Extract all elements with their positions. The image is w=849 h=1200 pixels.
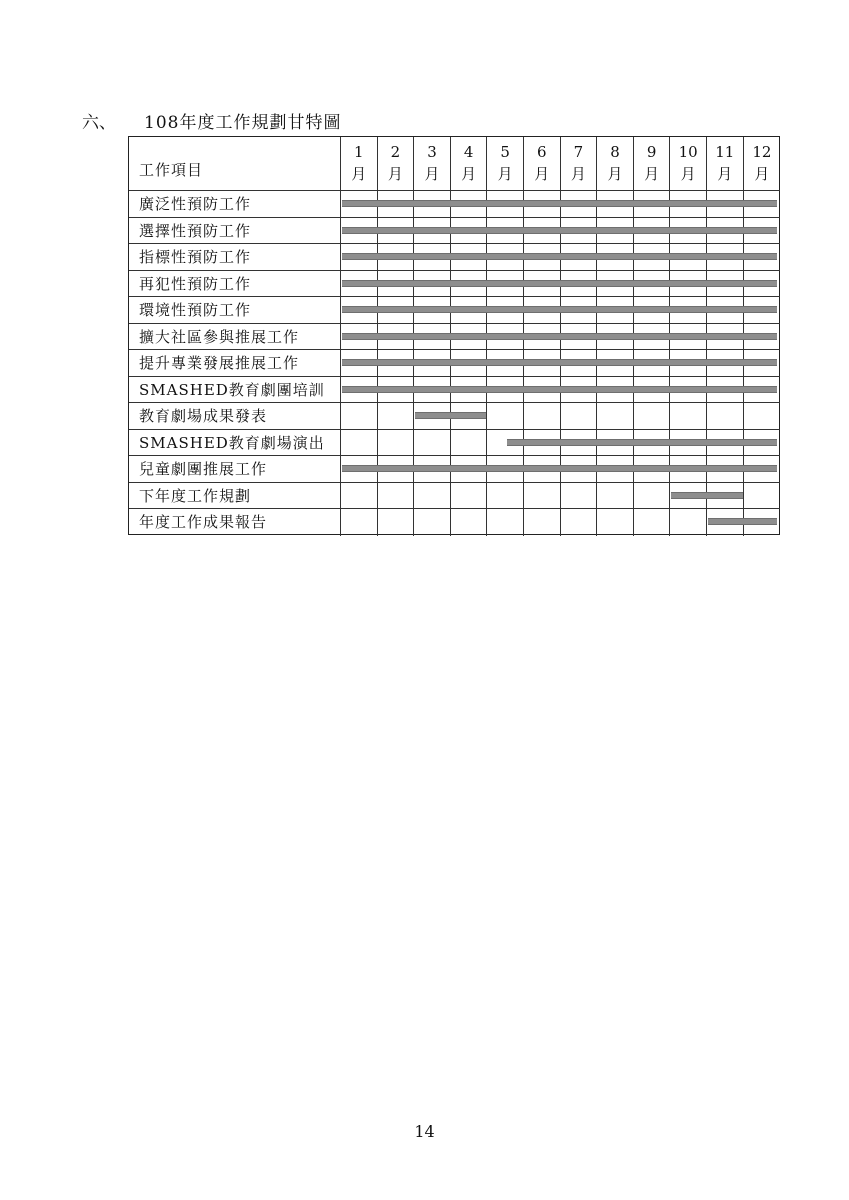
gantt-chart-table	[128, 136, 780, 535]
grid-cell	[451, 509, 488, 536]
task-label: 教育劇場成果發表	[129, 403, 341, 430]
grid-cell	[634, 483, 671, 510]
grid-cell	[561, 403, 598, 430]
gantt-bar	[342, 200, 777, 207]
month-header-9	[634, 137, 671, 191]
month-unit: 月	[644, 165, 660, 183]
gantt-bar	[342, 253, 777, 260]
section-heading	[82, 108, 341, 133]
grid-cell	[487, 403, 524, 430]
task-label: 下年度工作規劃	[129, 483, 341, 510]
task-label: 指標性預防工作	[129, 244, 341, 271]
gantt-bar	[342, 465, 777, 472]
grid-cell	[524, 403, 561, 430]
grid-cell	[378, 403, 415, 430]
month-unit: 月	[680, 165, 696, 183]
month-number: 5	[500, 143, 510, 161]
month-header-6	[524, 137, 561, 191]
gantt-bar	[342, 386, 777, 393]
month-header-4	[451, 137, 488, 191]
month-number: 6	[537, 143, 547, 161]
grid-cell	[341, 403, 378, 430]
gantt-bar	[342, 227, 777, 234]
month-unit: 月	[607, 165, 623, 183]
month-unit: 月	[534, 165, 550, 183]
month-header-3	[414, 137, 451, 191]
task-label: 年度工作成果報告	[129, 509, 341, 536]
month-header-7	[561, 137, 598, 191]
month-number: 3	[427, 143, 437, 161]
grid-cell	[487, 483, 524, 510]
grid-cell	[341, 430, 378, 457]
month-unit: 月	[351, 165, 367, 183]
gantt-bar	[342, 306, 777, 313]
grid-cell	[524, 509, 561, 536]
month-header-10	[670, 137, 707, 191]
grid-cell	[597, 509, 634, 536]
month-number: 2	[390, 143, 401, 161]
month-header-2	[378, 137, 415, 191]
month-number: 12	[752, 143, 772, 161]
grid-cell	[341, 509, 378, 536]
task-label: SMASHED教育劇團培訓	[129, 377, 341, 404]
gantt-bar	[415, 412, 486, 419]
month-number: 9	[646, 143, 657, 161]
month-unit: 月	[717, 165, 733, 183]
month-header-5	[487, 137, 524, 191]
grid-cell	[341, 483, 378, 510]
grid-cell	[744, 403, 781, 430]
month-header-11	[707, 137, 744, 191]
gantt-bar	[708, 518, 777, 525]
month-header-12	[744, 137, 781, 191]
grid-cell	[487, 509, 524, 536]
grid-cell	[561, 483, 598, 510]
month-header-1	[341, 137, 378, 191]
task-column-header-label: 工作項目	[139, 161, 204, 179]
task-label: 環境性預防工作	[129, 297, 341, 324]
grid-cell	[378, 509, 415, 536]
month-unit: 月	[387, 165, 403, 183]
month-number: 1	[354, 143, 364, 161]
gantt-bar	[342, 333, 777, 340]
grid-cell	[634, 403, 671, 430]
task-label: 選擇性預防工作	[129, 218, 341, 245]
grid-cell	[524, 483, 561, 510]
task-label: 廣泛性預防工作	[129, 191, 341, 218]
grid-cell	[670, 403, 707, 430]
month-unit: 月	[570, 165, 586, 183]
section-title: 108年度工作規劃甘特圖	[144, 113, 342, 133]
grid-cell	[597, 403, 634, 430]
task-label: 再犯性預防工作	[129, 271, 341, 298]
month-header-8	[597, 137, 634, 191]
grid-cell	[378, 483, 415, 510]
page-number: 14	[414, 1122, 435, 1141]
month-number: 7	[573, 143, 584, 161]
gantt-bar	[342, 280, 777, 287]
grid-cell	[451, 483, 488, 510]
month-number: 4	[463, 143, 474, 161]
month-unit: 月	[754, 165, 770, 183]
grid-cell	[414, 483, 451, 510]
task-column-header	[129, 137, 341, 191]
grid-cell	[561, 509, 598, 536]
task-label: 擴大社區參與推展工作	[129, 324, 341, 351]
grid-cell	[744, 483, 781, 510]
month-unit: 月	[461, 165, 477, 183]
grid-cell	[451, 430, 488, 457]
month-unit: 月	[424, 165, 440, 183]
month-number: 11	[715, 143, 735, 161]
grid-cell	[414, 430, 451, 457]
task-label: 兒童劇團推展工作	[129, 456, 341, 483]
month-unit: 月	[497, 165, 513, 183]
month-number: 8	[610, 143, 620, 161]
section-number: 六、	[82, 113, 116, 133]
grid-cell	[670, 509, 707, 536]
task-label: SMASHED教育劇場演出	[129, 430, 341, 457]
month-number: 10	[678, 143, 698, 161]
gantt-bar	[671, 492, 742, 499]
grid-cell	[707, 403, 744, 430]
grid-cell	[597, 483, 634, 510]
grid-cell	[414, 509, 451, 536]
gantt-bar	[342, 359, 777, 366]
grid-cell	[378, 430, 415, 457]
task-label: 提升專業發展推展工作	[129, 350, 341, 377]
grid-cell	[634, 509, 671, 536]
gantt-bar	[507, 439, 777, 446]
